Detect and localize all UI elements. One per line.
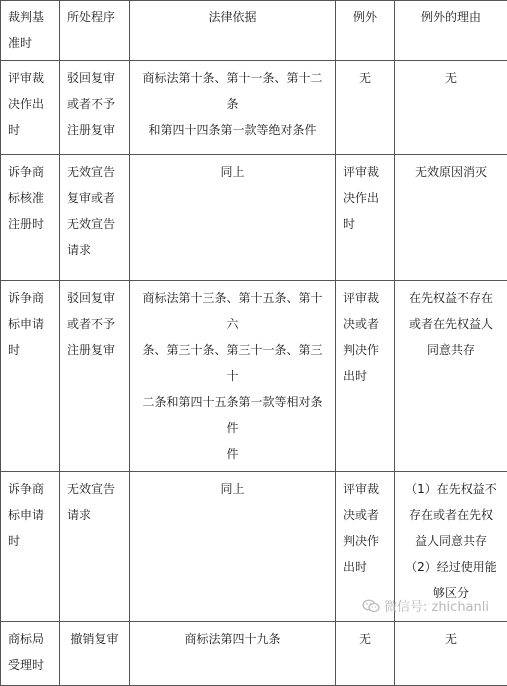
cell-line: 撤销复审: [67, 626, 122, 652]
cell-line: 在先权益不存在: [402, 285, 500, 311]
cell-line: 注册复审: [67, 337, 122, 363]
cell-line: 评审裁: [343, 476, 387, 502]
cell-law: [130, 622, 336, 686]
cell-line: 无效宣告: [67, 159, 122, 185]
header-row: [1, 1, 507, 61]
cell-line: 请求: [67, 237, 122, 263]
cell-line: 或者不予: [67, 91, 122, 117]
cell-line: 所处程序: [67, 4, 122, 30]
cell-line: 驳回复审: [67, 285, 122, 311]
cell-line: 标核准: [8, 185, 52, 211]
cell-line: 决或者: [343, 502, 387, 528]
cell-line: 判决作: [343, 337, 387, 363]
table-row: [1, 155, 507, 281]
watermark: [362, 596, 489, 615]
watermark-text: 微信号: zhichanli: [384, 596, 489, 615]
cell-line: 存在或者在先权: [402, 502, 500, 528]
cell-line: 时: [8, 337, 52, 363]
cell-reason: [395, 622, 507, 686]
cell-line: 同上: [137, 476, 328, 502]
header-law: [130, 1, 336, 61]
cell-line: 件: [137, 441, 328, 467]
cell-line: 或者在先权益人: [402, 311, 500, 337]
cell-line: 商标法第四十九条: [137, 626, 328, 652]
cell-line: 和第四十四条第一款等绝对条件: [137, 117, 328, 143]
cell-reason: [395, 155, 507, 281]
cell-line: （1）在先权益不: [402, 476, 500, 502]
cell-reason: [395, 281, 507, 472]
cell-line: 注册时: [8, 211, 52, 237]
cell-basis: [1, 622, 60, 686]
cell-line: 无: [343, 65, 387, 91]
cell-line: 无: [402, 65, 500, 91]
cell-line: 诉争商: [8, 285, 52, 311]
cell-basis: [1, 61, 60, 155]
table-row: [1, 61, 507, 155]
cell-line: 条、第三十条、第三十一条、第三十: [137, 337, 328, 389]
cell-line: 注册复审: [67, 117, 122, 143]
cell-line: 益人同意共存: [402, 528, 500, 554]
cell-line: 无效宣告: [67, 476, 122, 502]
cell-procedure: [60, 472, 130, 622]
cell-line: 判决作: [343, 528, 387, 554]
cell-line: 商标法第十三条、第十五条、第十六: [137, 285, 328, 337]
cell-line: 复审或者: [67, 185, 122, 211]
cell-line: 或者不予: [67, 311, 122, 337]
cell-line: 裁判基: [8, 4, 52, 30]
cell-line: 诉争商: [8, 159, 52, 185]
cell-line: 驳回复审: [67, 65, 122, 91]
cell-line: 决作出: [8, 91, 52, 117]
cell-line: 二条和第四十五条第一款等相对条件: [137, 389, 328, 441]
cell-line: 时: [8, 117, 52, 143]
cell-law: [130, 61, 336, 155]
wechat-icon: [362, 599, 380, 613]
cell-line: 评审裁: [343, 285, 387, 311]
cell-line: 决作出: [343, 185, 387, 211]
cell-line: 评审裁: [343, 159, 387, 185]
cell-exception: [336, 155, 395, 281]
cell-line: 准时: [8, 30, 52, 56]
cell-line: （2）经过使用能: [402, 554, 500, 580]
cell-law: [130, 155, 336, 281]
cell-line: 够区分: [402, 580, 500, 606]
cell-line: 时: [343, 211, 387, 237]
cell-basis: [1, 472, 60, 622]
cell-line: 标申请: [8, 502, 52, 528]
cell-line: 决或者: [343, 311, 387, 337]
cell-line: 受理时: [8, 652, 52, 678]
cell-line: 请求: [67, 502, 122, 528]
cell-line: 出时: [343, 554, 387, 580]
cell-line: 同上: [137, 159, 328, 185]
cell-procedure: [60, 281, 130, 472]
table-row: [1, 281, 507, 472]
cell-line: 标申请: [8, 311, 52, 337]
cell-line: 无效宣告: [67, 211, 122, 237]
cell-line: 无: [343, 626, 387, 652]
cell-line: 同意共存: [402, 337, 500, 363]
cell-line: 无效原因消灭: [402, 159, 500, 185]
table-row: [1, 622, 507, 686]
cell-exception: [336, 61, 395, 155]
cell-line: 出时: [343, 363, 387, 389]
cell-procedure: [60, 622, 130, 686]
cell-exception: [336, 281, 395, 472]
cell-line: 时: [8, 528, 52, 554]
cell-exception: [336, 622, 395, 686]
cell-line: 例外的理由: [402, 4, 500, 30]
cell-line: 诉争商: [8, 476, 52, 502]
cell-procedure: [60, 61, 130, 155]
header-exception: [336, 1, 395, 61]
cell-procedure: [60, 155, 130, 281]
cell-basis: [1, 281, 60, 472]
cell-basis: [1, 155, 60, 281]
cell-law: [130, 472, 336, 622]
header-reason: [395, 1, 507, 61]
cell-line: 评审裁: [8, 65, 52, 91]
cell-line: 法律依据: [137, 4, 328, 30]
cell-line: 商标法第十条、第十一条、第十二条: [137, 65, 328, 117]
cell-line: 例外: [343, 4, 387, 30]
header-procedure: [60, 1, 130, 61]
cell-law: [130, 281, 336, 472]
cell-reason: [395, 61, 507, 155]
header-basis: [1, 1, 60, 61]
cell-line: 商标局: [8, 626, 52, 652]
cell-line: 无: [402, 626, 500, 652]
